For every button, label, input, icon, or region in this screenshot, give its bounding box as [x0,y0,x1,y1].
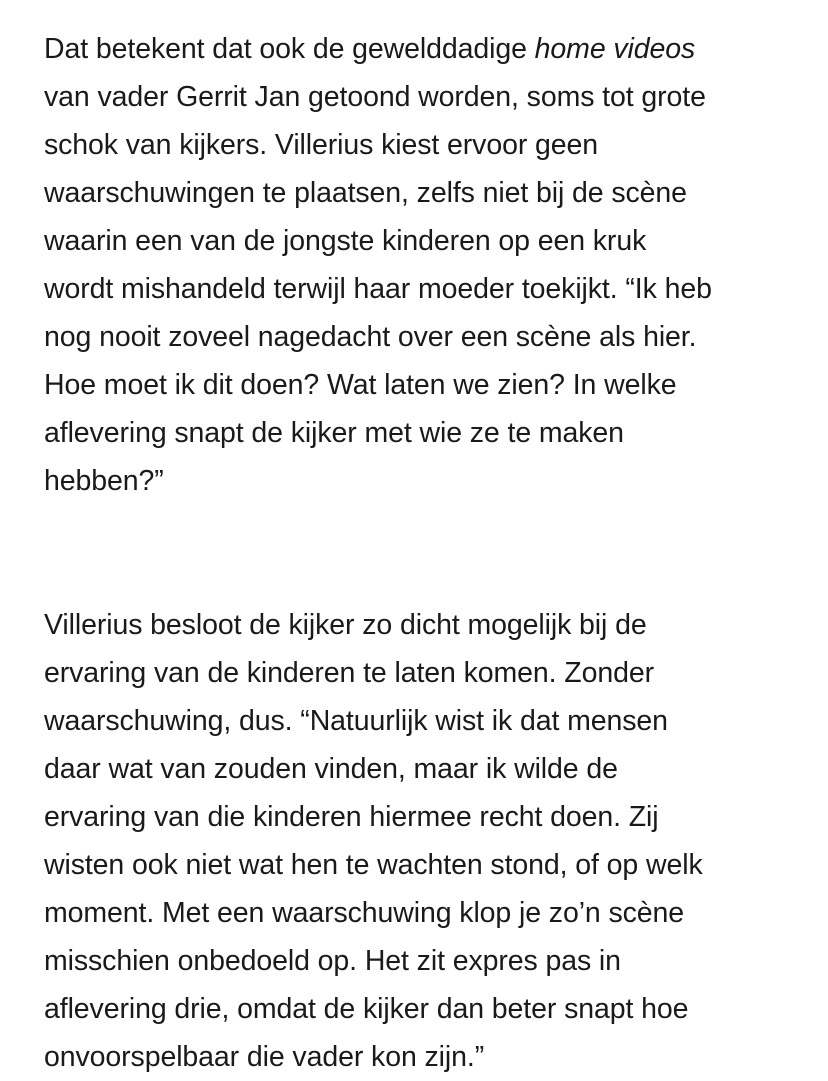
paragraph-2-line: Villerius besloot de kijker zo dicht mogelijk bij de [44,609,647,641]
paragraph-2-line: moment. Met een waarschuwing klop je zo’n scène [44,897,685,929]
paragraph-2-line: wisten ook niet wat hen te wachten stond, of op welk [44,849,703,881]
paragraph-1-line-1 [44,25,794,73]
paragraph-1-line: nog nooit zoveel nagedacht over een scène als hier. [44,321,697,353]
paragraph-1-line-1-text: Dat betekent dat ook de gewelddadige [44,33,535,65]
paragraph-1-line: van vader Gerrit Jan getoond worden, soms tot grote [44,81,706,113]
paragraph-2-line: ervaring van de kinderen te laten komen. Zonder [44,657,654,689]
paragraph-2 [44,601,794,1081]
paragraph-1-line: Hoe moet ik dit doen? Wat laten we zien? In welke [44,369,677,401]
paragraph-2-line: waarschuwing, dus. “Natuurlijk wist ik dat mensen [44,705,668,737]
emphasis-home-videos: home videos [534,33,696,65]
paragraph-1-line: waarschuwingen te plaatsen, zelfs niet bij de scène [44,177,687,209]
paragraph-2-line: onvoorspelbaar die vader kon zijn.” [44,1041,485,1073]
paragraph-2-line: misschien onbedoeld op. Het zit expres pas in [44,945,621,977]
paragraph-1 [44,25,794,505]
paragraph-1-line: waarin een van de jongste kinderen op een kruk [44,225,647,257]
paragraph-2-line: ervaring van die kinderen hiermee recht doen. Zij [44,801,659,833]
paragraph-2-line: aflevering drie, omdat de kijker dan beter snapt hoe [44,993,689,1025]
article-body [44,25,794,1081]
paragraph-1-line: hebben?” [44,465,164,497]
paragraph-2-line: daar wat van zouden vinden, maar ik wilde de [44,753,618,785]
paragraph-1-line: wordt mishandeld terwijl haar moeder toekijkt. “Ik heb [44,273,712,305]
paragraph-1-line: aflevering snapt de kijker met wie ze te maken [44,417,624,449]
paragraph-1-line: schok van kijkers. Villerius kiest ervoor geen [44,129,599,161]
